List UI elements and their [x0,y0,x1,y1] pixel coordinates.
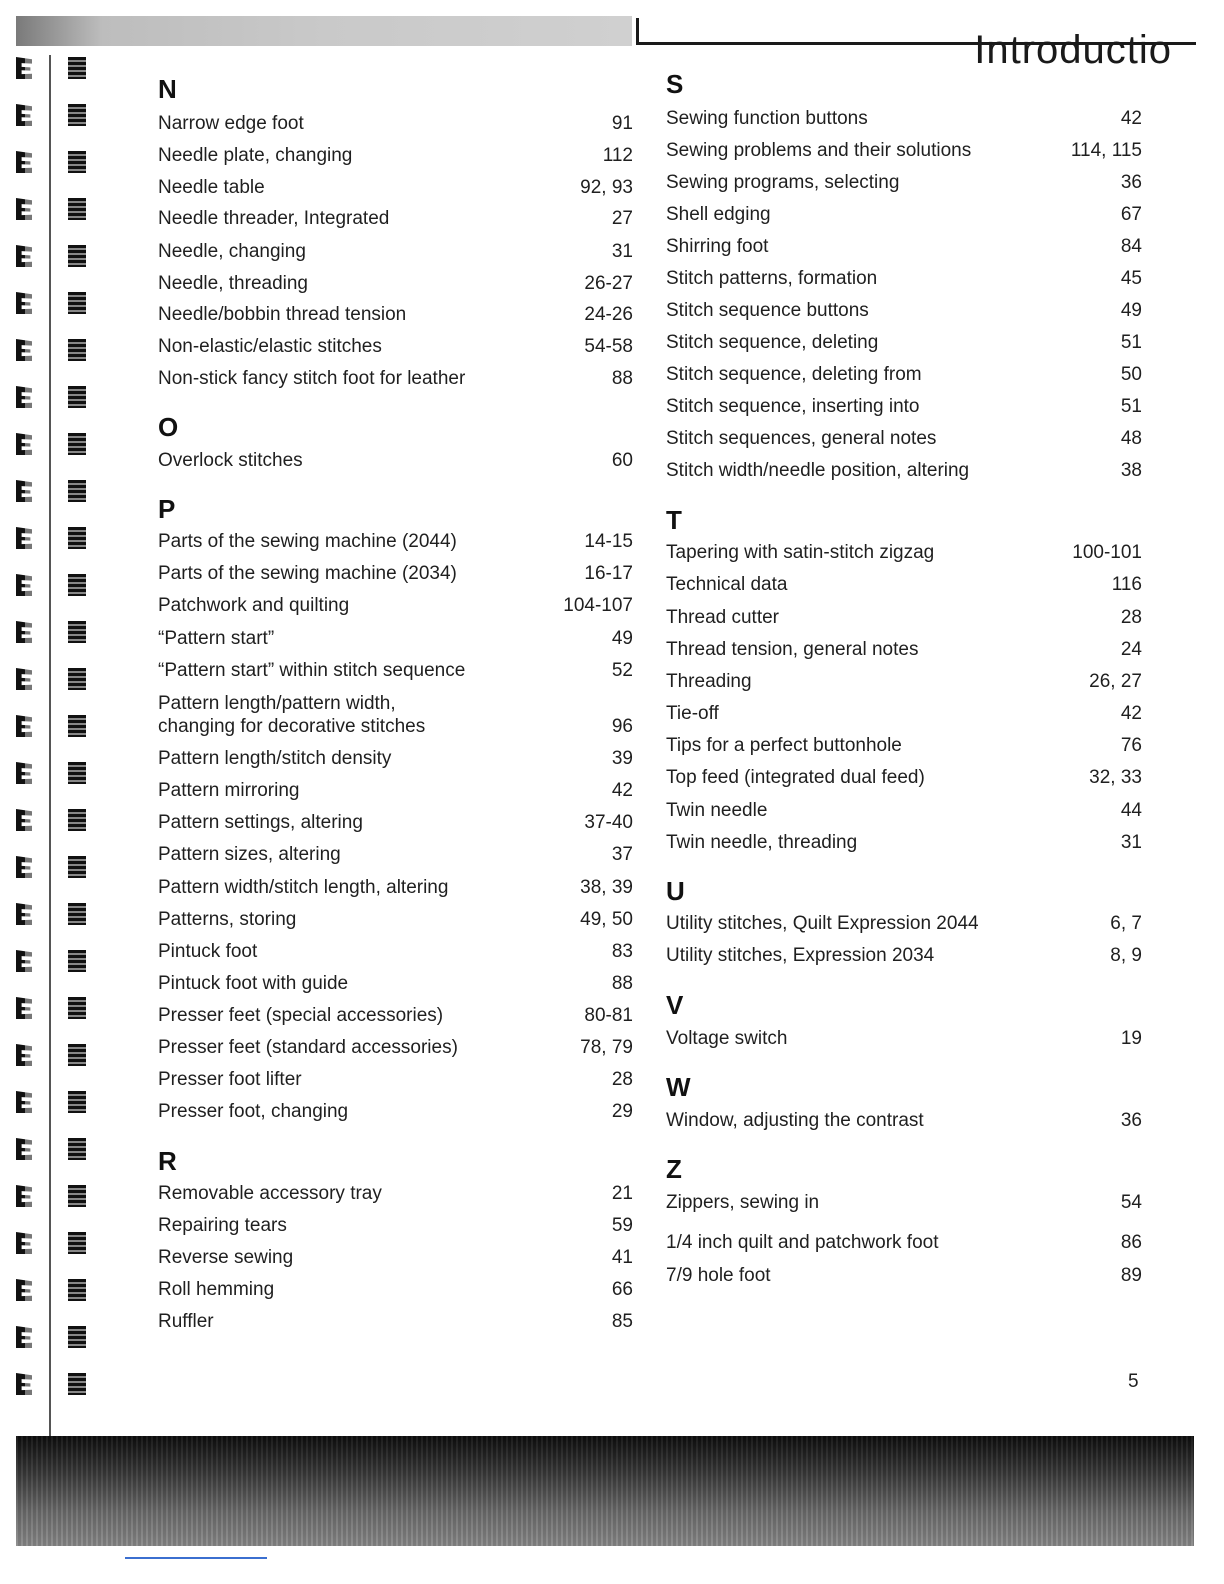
binding-coil [12,901,92,927]
page-number: 5 [1128,1371,1139,1392]
index-entry-page: 27 [611,208,633,229]
coil-left [16,1373,32,1395]
index-entry-label: Threading [666,671,752,692]
index-entry-page: 54-58 [584,336,633,357]
binding-coil [12,290,92,316]
coil-left [16,1185,32,1207]
section-letter-w: W [666,1072,691,1102]
index-entry-label: Patterns, storing [158,909,297,930]
index-entry [666,171,1142,194]
section-letter-v: V [666,990,684,1020]
coil-right [68,574,86,596]
index-entry-page: 60 [611,450,633,471]
index-entry-page: 91 [611,113,633,134]
header-bar [16,16,632,46]
coil-left [16,997,32,1019]
binding-coil [12,55,92,81]
index-entry-page: 104-107 [563,595,633,616]
index-entry [666,1109,1142,1132]
index-entry-page: 42 [611,780,633,801]
index-entry-page: 38, 39 [580,877,633,898]
index-entry-label: Thread cutter [666,607,779,628]
index-entry-label: Tie-off [666,703,719,724]
coil-left [16,386,32,408]
index-entry-label: Needle, changing [158,241,306,262]
binding-coil [12,713,92,739]
index-entry-page: 41 [611,1247,633,1268]
coil-left [16,809,32,831]
index-entry-page: 59 [611,1215,633,1236]
index-entry [666,427,1142,450]
index-entry-page: 114, 115 [1070,140,1142,161]
index-entry-page: 36 [1120,1110,1142,1131]
index-entry-label: Top feed (integrated dual feed) [666,767,925,788]
header-rule [636,28,1196,72]
coil-right [68,997,86,1019]
index-entry [666,799,1142,822]
index-entry-label: Stitch width/needle position, altering [666,460,970,481]
index-entry [158,367,633,390]
binding-coil [12,854,92,880]
index-entry [158,692,633,738]
index-entry-page: 51 [1120,396,1142,417]
spiral-binding [0,55,110,1415]
index-entry [666,331,1142,354]
index-entry-label: Technical data [666,574,788,595]
index-entry [666,395,1142,418]
coil-right [68,1185,86,1207]
coil-left [16,715,32,737]
coil-right [68,1091,86,1113]
index-entry-label: Reverse sewing [158,1247,294,1268]
index-entry-label: Pattern sizes, altering [158,844,341,865]
index-entry-label: Patchwork and quilting [158,595,350,616]
index-entry-page: 32, 33 [1089,767,1142,788]
index-entry-page: 21 [611,1183,633,1204]
index-entry-label: Narrow edge foot [158,113,304,134]
binding-coil [12,384,92,410]
index-entry-label: Stitch sequence buttons [666,300,869,321]
index-entry [158,144,633,167]
index-entry-page: 14-15 [584,531,633,552]
binding-coil [12,666,92,692]
header-divider [636,18,639,45]
binding-coil [12,1230,92,1256]
coil-left [16,1044,32,1066]
index-entry [158,940,633,963]
index-entry [666,267,1142,290]
index-entry-page: 76 [1120,735,1142,756]
index-entry-page: 48 [1120,428,1142,449]
coil-left [16,621,32,643]
index-entry [158,1214,633,1237]
coil-left [16,245,32,267]
section-letter-z: Z [666,1154,682,1184]
index-entry-page: 78, 79 [580,1037,633,1058]
section-letter-n: N [158,74,177,104]
coil-right [68,1326,86,1348]
binding-coil [12,948,92,974]
coil-right [68,151,86,173]
index-entry [158,1182,633,1205]
coil-right [68,668,86,690]
index-entry [158,779,633,802]
section-letter-u: U [666,876,685,906]
coil-left [16,57,32,79]
index-entry-label: Parts of the sewing machine (2044) [158,531,457,552]
index-entry-label: 1/4 inch quilt and patchwork foot [666,1232,939,1253]
index-entry-label: Needle table [158,177,265,198]
coil-right [68,386,86,408]
index-entry-page: 67 [1120,204,1142,225]
binding-coil [12,995,92,1021]
index-entry-label: Pattern length/pattern width, changing for decorative stitches [158,693,426,737]
index-entry-page: 26, 27 [1089,671,1142,692]
binding-coil [12,478,92,504]
index-entry-label: “Pattern start” [158,628,275,649]
index-entry-page: 112 [602,145,633,166]
index-entry-label: Pattern width/stitch length, altering [158,877,449,898]
coil-left [16,292,32,314]
index-entry [158,449,633,472]
coil-right [68,715,86,737]
index-entry-label: Roll hemming [158,1279,275,1300]
coil-right [68,104,86,126]
index-entry-label: Stitch sequence, deleting [666,332,879,353]
index-entry [666,203,1142,226]
index-entry-label: Overlock stitches [158,450,303,471]
index-entry [158,972,633,995]
index-entry-label: Stitch patterns, formation [666,268,878,289]
index-entry [666,1191,1142,1214]
index-entry [666,573,1142,596]
index-entry-label: Stitch sequence, inserting into [666,396,920,417]
index-entry [666,139,1142,162]
index-entry-page: 116 [1111,574,1142,595]
coil-right [68,1044,86,1066]
coil-left [16,151,32,173]
index-entry-label: Utility stitches, Quilt Expression 2044 [666,913,979,934]
index-entry [158,176,633,199]
coil-left [16,1091,32,1113]
index-entry-page: 83 [611,941,633,962]
section-letter-t: T [666,505,682,535]
index-entry-page: 31 [611,241,633,262]
index-entry-page: 92, 93 [580,177,633,198]
coil-right [68,480,86,502]
index-entry [158,1068,633,1091]
index-entry [158,272,633,295]
index-entry-page: 42 [1120,108,1142,129]
index-entry [666,944,1142,967]
index-entry [158,627,633,650]
index-entry [158,240,633,263]
coil-right [68,198,86,220]
index-entry-label: Needle/bobbin thread tension [158,304,407,325]
index-entry [158,1036,633,1059]
index-entry-label: Stitch sequences, general notes [666,428,937,449]
index-entry [158,1310,633,1333]
index-entry-page: 96 [611,716,633,737]
binding-coil [12,1042,92,1068]
index-entry-page: 54 [1120,1192,1142,1213]
binding-coil [12,196,92,222]
index-entry [666,541,1142,564]
index-entry-label: Presser feet (standard accessories) [158,1037,458,1058]
index-entry [666,766,1142,789]
coil-left [16,339,32,361]
coil-right [68,433,86,455]
coil-right [68,809,86,831]
index-entry [666,459,1142,482]
index-entry [158,1004,633,1027]
index-entry-label: Shirring foot [666,236,769,257]
index-entry [158,530,633,553]
coil-right [68,1138,86,1160]
index-entry-label: Twin needle, threading [666,832,858,853]
index-entry-label: Non-stick fancy stitch foot for leather [158,368,466,389]
index-entry-page: 39 [611,748,633,769]
index-entry-page: 84 [1120,236,1142,257]
chapter-title: Introductio [974,28,1172,72]
index-entry-label: Ruffler [158,1311,214,1332]
coil-left [16,856,32,878]
coil-left [16,480,32,502]
index-entry-label: Sewing problems and their solutions [666,140,972,161]
index-entry-label: “Pattern start” within stitch sequence [158,660,466,681]
index-entry-page: 29 [611,1101,633,1122]
index-entry-page: 37-40 [584,812,633,833]
index-entry-page: 51 [1120,332,1142,353]
coil-left [16,950,32,972]
index-entry [666,702,1142,725]
index-entry-label: Utility stitches, Expression 2034 [666,945,935,966]
index-entry-page: 66 [611,1279,633,1300]
index-entry-label: Pintuck foot [158,941,258,962]
index-entry [666,363,1142,386]
index-entry-label: Sewing function buttons [666,108,868,129]
footer-bar [16,1436,1194,1546]
index-entry-page: 42 [1120,703,1142,724]
index-entry [158,1246,633,1269]
index-entry [666,638,1142,661]
index-entry-label: Non-elastic/elastic stitches [158,336,382,357]
coil-left [16,1279,32,1301]
coil-right [68,57,86,79]
coil-left [16,104,32,126]
binding-coil [12,1183,92,1209]
index-entry-page: 8, 9 [1110,945,1142,966]
coil-left [16,1138,32,1160]
index-entry-page: 80-81 [584,1005,633,1026]
binding-coil [12,1371,92,1397]
index-entry [666,235,1142,258]
coil-left [16,762,32,784]
coil-right [68,621,86,643]
index-entry [666,1264,1142,1287]
index-entry [158,811,633,834]
coil-right [68,1373,86,1395]
coil-left [16,198,32,220]
coil-right [68,1232,86,1254]
section-letter-o: O [158,412,179,442]
index-entry [158,843,633,866]
index-entry-page: 44 [1120,800,1142,821]
index-entry [158,335,633,358]
index-entry [666,1231,1142,1254]
index-entry-label: Window, adjusting the contrast [666,1110,924,1131]
index-entry [158,876,633,899]
index-entry-page: 38 [1120,460,1142,481]
coil-left [16,433,32,455]
index-entry-label: Shell edging [666,204,771,225]
coil-right [68,292,86,314]
binding-coil [12,1277,92,1303]
coil-left [16,1326,32,1348]
section-letter-r: R [158,1146,177,1176]
index-entry [158,594,633,617]
index-entry-label: Needle plate, changing [158,145,353,166]
index-entry-label: Tapering with satin-stitch zigzag [666,542,935,563]
index-entry [158,747,633,770]
binding-coil [12,243,92,269]
index-entry-page: 24-26 [584,304,633,325]
index-entry [666,1027,1142,1050]
index-entry-label: Parts of the sewing machine (2034) [158,563,457,584]
binding-coil [12,337,92,363]
section-letter-p: P [158,494,176,524]
binding-coil [12,102,92,128]
index-entry-page: 24 [1120,639,1142,660]
index-entry-page: 49 [1120,300,1142,321]
index-entry [158,303,633,326]
index-entry-page: 28 [1120,607,1142,628]
coil-left [16,668,32,690]
index-entry [158,112,633,135]
index-entry-label: Sewing programs, selecting [666,172,900,193]
index-entry-label: Stitch sequence, deleting from [666,364,922,385]
index-entry-page: 31 [1120,832,1142,853]
index-entry [666,670,1142,693]
coil-left [16,574,32,596]
index-entry-page: 36 [1120,172,1142,193]
coil-right [68,856,86,878]
index-entry-page: 28 [611,1069,633,1090]
index-entry [666,299,1142,322]
index-entry-page: 37 [611,844,633,865]
index-entry [158,908,633,931]
coil-right [68,762,86,784]
index-entry-label: Thread tension, general notes [666,639,919,660]
index-entry [158,562,633,585]
coil-right [68,1279,86,1301]
index-entry-page: 88 [611,973,633,994]
index-entry-label: Zippers, sewing in [666,1192,820,1213]
binding-coil [12,1089,92,1115]
index-entry-label: Voltage switch [666,1028,788,1049]
index-entry [158,1278,633,1301]
index-entry-label: Pattern settings, altering [158,812,363,833]
index-entry-page: 85 [611,1311,633,1332]
coil-left [16,527,32,549]
index-entry-page: 89 [1120,1265,1142,1286]
index-entry-label: Presser foot, changing [158,1101,349,1122]
coil-right [68,245,86,267]
coil-right [68,903,86,925]
index-entry-page: 6, 7 [1110,913,1142,934]
index-entry [666,734,1142,757]
coil-left [16,1232,32,1254]
index-entry-label: Repairing tears [158,1215,287,1236]
index-entry-page: 26-27 [584,273,633,294]
index-entry-page: 86 [1120,1232,1142,1253]
index-entry-page: 45 [1120,268,1142,289]
binding-coil [12,760,92,786]
binding-coil [12,1136,92,1162]
index-entry-label: Removable accessory tray [158,1183,382,1204]
binding-coil [12,525,92,551]
index-entry [666,831,1142,854]
index-entry-page: 100-101 [1072,542,1142,563]
index-entry-label: Needle threader, Integrated [158,208,390,229]
index-entry [666,606,1142,629]
index-entry-label: Tips for a perfect buttonhole [666,735,902,756]
index-entry-page: 49 [611,628,633,649]
index-entry [666,107,1142,130]
footer-underline [125,1557,267,1559]
index-entry [158,207,633,230]
index-entry-label: Pattern mirroring [158,780,300,801]
binding-coil [12,572,92,598]
index-entry [158,1100,633,1123]
binding-coil [12,1324,92,1350]
index-entry-label: Pintuck foot with guide [158,973,349,994]
index-entry-page: 52 [611,660,633,681]
binding-coil [12,807,92,833]
coil-left [16,903,32,925]
section-letter-s: S [666,69,684,99]
coil-right [68,950,86,972]
index-entry-label: 7/9 hole foot [666,1265,771,1286]
index-entry-label: Presser foot lifter [158,1069,302,1090]
binding-coil [12,431,92,457]
coil-right [68,339,86,361]
index-entry-label: Needle, threading [158,273,308,294]
binding-coil [12,149,92,175]
index-entry-page: 50 [1120,364,1142,385]
index-entry-label: Presser feet (special accessories) [158,1005,444,1026]
coil-right [68,527,86,549]
index-entry-label: Pattern length/stitch density [158,748,392,769]
index-entry [158,659,633,682]
index-entry-label: Twin needle [666,800,768,821]
index-entry-page: 49, 50 [580,909,633,930]
binding-coil [12,619,92,645]
index-entry [666,912,1142,935]
index-entry-page: 19 [1120,1028,1142,1049]
index-entry-page: 16-17 [584,563,633,584]
index-entry-page: 88 [611,368,633,389]
